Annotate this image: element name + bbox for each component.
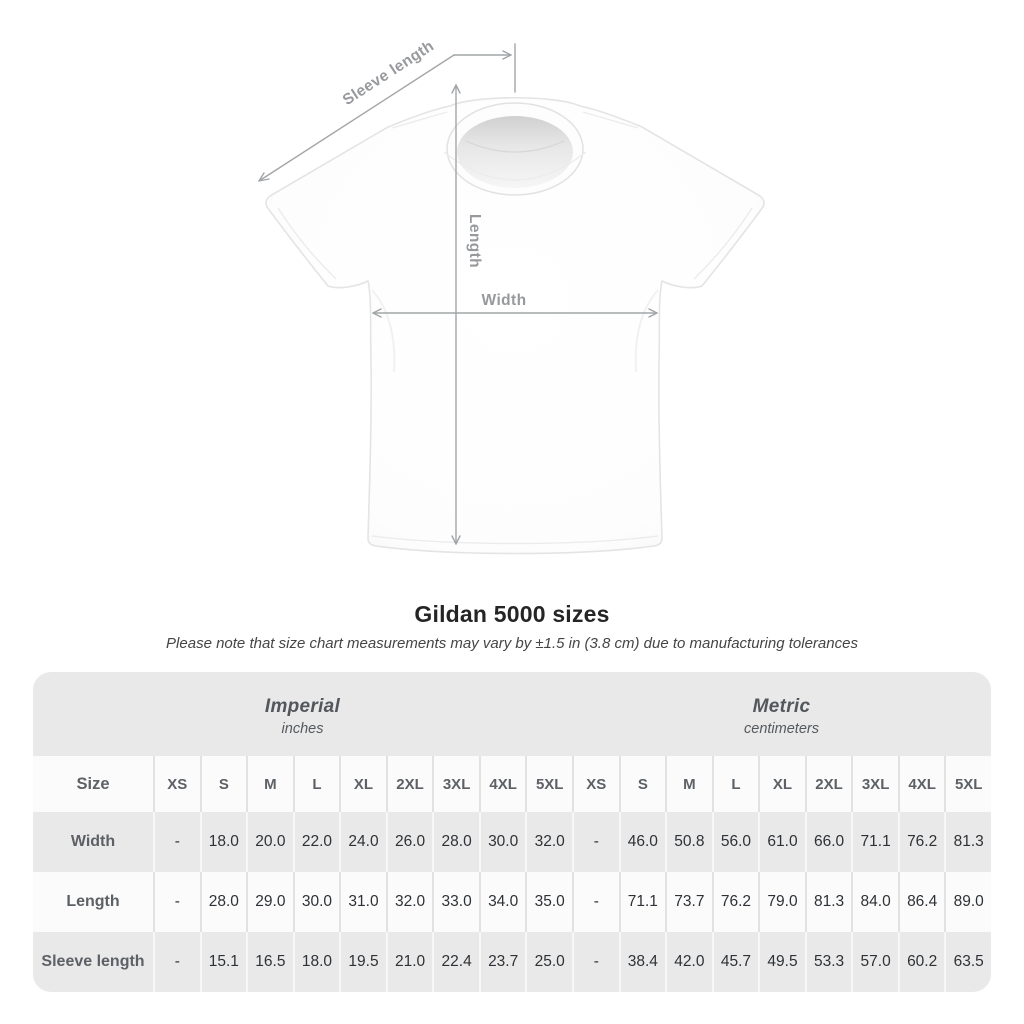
size-col-header-metric-5xl: 5XL — [944, 756, 991, 812]
size-col-header-metric-m: M — [665, 756, 712, 812]
table-cell: 73.7 — [665, 872, 712, 932]
row-label-width: Width — [70, 833, 116, 850]
metric-unit: centimeters — [744, 720, 819, 737]
row-label-length: Length — [66, 893, 120, 910]
table-cell: 46.0 — [619, 812, 666, 872]
table-cell: 84.0 — [851, 872, 898, 932]
table-cell: 24.0 — [339, 812, 386, 872]
imperial-unit: inches — [281, 720, 324, 737]
table-cell: 21.0 — [386, 932, 433, 992]
table-cell: 35.0 — [525, 872, 572, 932]
table-cell: 49.5 — [758, 932, 805, 992]
table-cell: 28.0 — [432, 812, 479, 872]
table-cell: 53.3 — [805, 932, 852, 992]
size-col-header-metric-4xl: 4XL — [898, 756, 945, 812]
metric-group-header — [572, 672, 991, 756]
size-header-row — [33, 756, 991, 812]
size-col-header-metric-xl: XL — [758, 756, 805, 812]
metric-title: Metric — [752, 695, 811, 717]
table-cell: 89.0 — [944, 872, 991, 932]
table-cell: 22.0 — [293, 812, 340, 872]
unit-group-header-row — [33, 672, 991, 756]
table-cell: - — [153, 872, 200, 932]
row-label-sleeve-length: Sleeve length — [41, 953, 145, 970]
table-cell: 34.0 — [479, 872, 526, 932]
table-cell: 81.3 — [944, 812, 991, 872]
table-cell: 79.0 — [758, 872, 805, 932]
table-cell: 38.4 — [619, 932, 666, 992]
table-cell: 76.2 — [898, 812, 945, 872]
table-row-width — [33, 812, 991, 872]
table-cell: 29.0 — [246, 872, 293, 932]
size-col-header-metric-xs: XS — [572, 756, 619, 812]
length-label: Length — [466, 213, 483, 269]
table-cell: 19.5 — [339, 932, 386, 992]
table-cell: 15.1 — [200, 932, 247, 992]
table-cell: 50.8 — [665, 812, 712, 872]
table-cell: 81.3 — [805, 872, 852, 932]
table-cell: 45.7 — [712, 932, 759, 992]
table-cell: - — [572, 872, 619, 932]
tshirt-graphic — [266, 98, 764, 554]
tolerance-note: Please note that size chart measurements may vary by ±1.5 in (3.8 cm) due to manufacturing tolerances — [166, 635, 858, 652]
size-column-header: Size — [76, 774, 110, 793]
table-cell: 56.0 — [712, 812, 759, 872]
table-cell: 33.0 — [432, 872, 479, 932]
table-cell: 60.2 — [898, 932, 945, 992]
table-cell: 28.0 — [200, 872, 247, 932]
size-col-header-imperial-l: L — [293, 756, 340, 812]
size-col-header-imperial-m: M — [246, 756, 293, 812]
table-cell: 63.5 — [944, 932, 991, 992]
table-row-length — [33, 872, 991, 932]
sleeve-length-label: Sleeve length — [339, 37, 438, 109]
size-col-header-imperial-5xl: 5XL — [525, 756, 572, 812]
table-cell: 26.0 — [386, 812, 433, 872]
imperial-title: Imperial — [264, 695, 341, 717]
table-cell: - — [153, 932, 200, 992]
table-cell: 42.0 — [665, 932, 712, 992]
table-cell: 76.2 — [712, 872, 759, 932]
table-cell: 86.4 — [898, 872, 945, 932]
table-cell: 61.0 — [758, 812, 805, 872]
table-cell: - — [572, 932, 619, 992]
size-col-header-metric-3xl: 3XL — [851, 756, 898, 812]
table-cell: - — [572, 812, 619, 872]
table-cell: 71.1 — [851, 812, 898, 872]
size-col-header-metric-l: L — [712, 756, 759, 812]
size-col-header-imperial-3xl: 3XL — [432, 756, 479, 812]
size-col-header-metric-s: S — [619, 756, 666, 812]
imperial-group-header — [33, 672, 572, 756]
size-col-header-metric-2xl: 2XL — [805, 756, 852, 812]
table-cell: 57.0 — [851, 932, 898, 992]
table-cell: 23.7 — [479, 932, 526, 992]
size-table — [33, 672, 991, 992]
width-label: Width — [481, 292, 527, 309]
size-col-header-imperial-s: S — [200, 756, 247, 812]
table-cell: 30.0 — [293, 872, 340, 932]
table-cell: 71.1 — [619, 872, 666, 932]
table-cell: 32.0 — [525, 812, 572, 872]
table-cell: 30.0 — [479, 812, 526, 872]
page-title: Gildan 5000 sizes — [414, 601, 610, 627]
size-col-header-imperial-xl: XL — [339, 756, 386, 812]
size-col-header-imperial-2xl: 2XL — [386, 756, 433, 812]
table-cell: - — [153, 812, 200, 872]
table-cell: 18.0 — [200, 812, 247, 872]
size-col-header-imperial-4xl: 4XL — [479, 756, 526, 812]
table-row-sleeve-length — [33, 932, 991, 992]
table-cell: 22.4 — [432, 932, 479, 992]
table-cell: 16.5 — [246, 932, 293, 992]
table-cell: 66.0 — [805, 812, 852, 872]
size-col-header-imperial-xs: XS — [153, 756, 200, 812]
table-cell: 31.0 — [339, 872, 386, 932]
table-cell: 32.0 — [386, 872, 433, 932]
table-cell: 20.0 — [246, 812, 293, 872]
table-cell: 18.0 — [293, 932, 340, 992]
table-cell: 25.0 — [525, 932, 572, 992]
